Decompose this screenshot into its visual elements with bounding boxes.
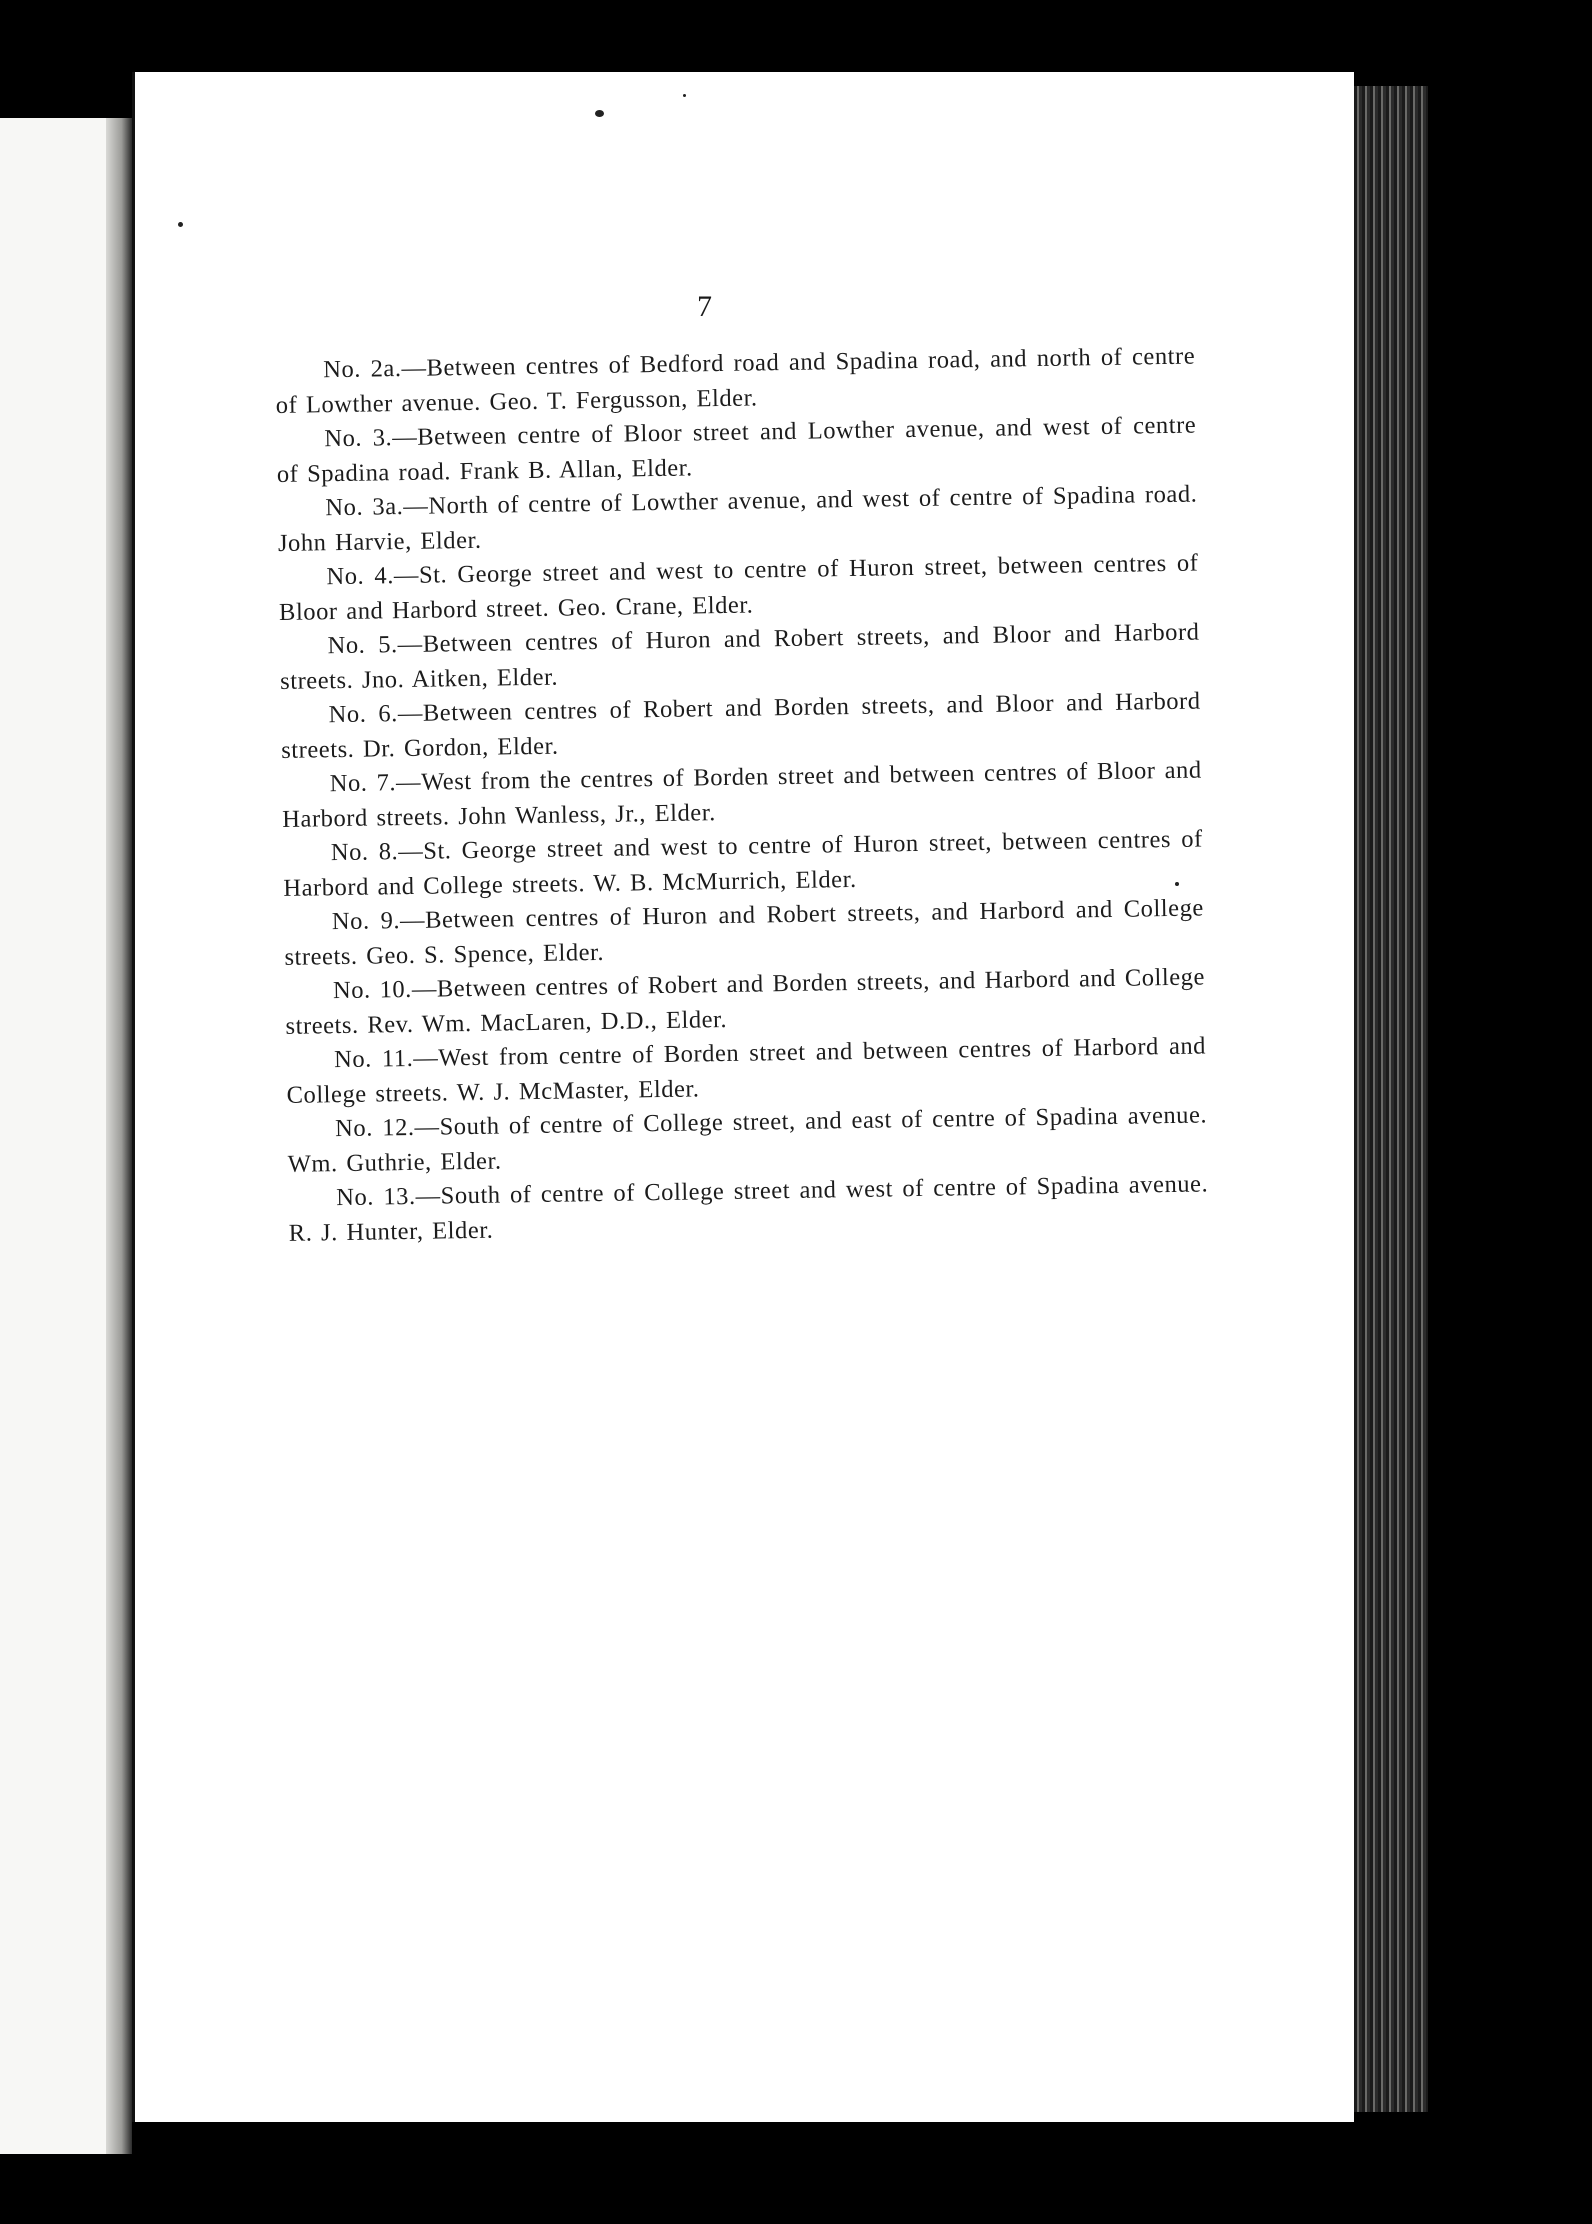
- page-edges: [1354, 86, 1428, 2112]
- ink-speck: [1175, 882, 1179, 886]
- district-entry: No. 5.—Between centres of Huron and Robert streets, and Bloor and Harbord streets. Jno. Aitken, Elder.: [279, 618, 1200, 695]
- district-entry: No. 3.—Between centre of Bloor street and Lowther avenue, and west of centre of Spadina road. Frank B. Allan, Elder.: [276, 411, 1197, 488]
- district-entry: No. 3a.—North of centre of Lowther avenue, and west of centre of Spadina road. John Harvie, Elder.: [277, 480, 1198, 557]
- page-number: 7: [697, 290, 712, 323]
- district-entry: No. 2a.—Between centres of Bedford road and Spadina road, and north of centre of Lowther avenue. Geo. T. Fergusson, Elder.: [275, 342, 1196, 419]
- book-page: [132, 72, 1354, 2122]
- district-entry: No. 11.—West from centre of Borden street and between centres of Harbord and College streets. W. J. McMaster, Elder.: [286, 1032, 1207, 1109]
- book-gutter: [106, 118, 132, 2154]
- district-entry: No. 7.—West from the centres of Borden street and between centres of Bloor and Harbord streets. John Wanless, Jr., Elder.: [282, 756, 1202, 833]
- district-entry: No. 13.—South of centre of College street and west of centre of Spadina avenue. R. J. Hunter, Elder.: [288, 1170, 1209, 1247]
- district-entry: No. 6.—Between centres of Robert and Borden streets, and Bloor and Harbord streets. Dr. Gordon, Elder.: [281, 687, 1201, 764]
- ink-speck: [683, 94, 686, 97]
- district-entry: No. 10.—Between centres of Robert and Borden streets, and Harbord and College streets. Rev. Wm. MacLaren, D.D., Elder.: [285, 963, 1206, 1040]
- ink-speck: [178, 222, 183, 227]
- district-entry: No. 8.—St. George street and west to centre of Huron street, between centres of Harbord and College streets. W. B. McMurrich, Elder.: [283, 825, 1203, 902]
- district-list: [275, 340, 1209, 1251]
- ink-speck: [595, 110, 604, 117]
- district-entry: No. 4.—St. George street and west to centre of Huron street, between centres of Bloor and Harbord street. Geo. Crane, Elder.: [278, 549, 1199, 626]
- district-entry: No. 9.—Between centres of Huron and Robert streets, and Harbord and College streets. Geo. S. Spence, Elder.: [284, 894, 1205, 971]
- district-entry: No. 12.—South of centre of College street, and east of centre of Spadina avenue. Wm. Guthrie, Elder.: [287, 1101, 1208, 1178]
